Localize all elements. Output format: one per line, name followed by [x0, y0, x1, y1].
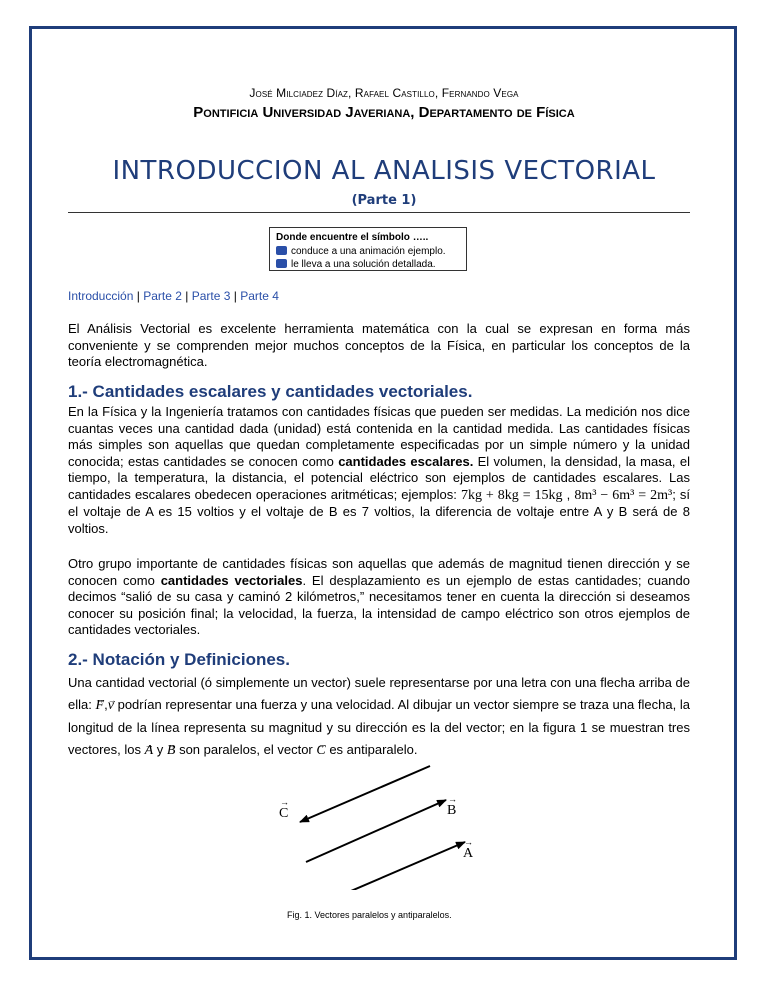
s1p2-bold: cantidades vectoriales — [160, 572, 303, 588]
equation-mass: 7kg + 8kg = 15kg — [460, 487, 563, 503]
section-1-paragraph-2 — [68, 556, 690, 639]
s1p1-text-c: ; sí el voltaje de A es 15 voltios y el voltaje de B es 7 voltios, la diferencia de voltaje entre A y B será de 8 voltios. — [68, 486, 690, 536]
vector-b: → B — [167, 743, 176, 758]
vector-b-label: → B — [447, 803, 456, 819]
legend-line-2 — [276, 245, 460, 259]
section-2-heading: 2.- Notación y Definiciones. — [68, 650, 290, 669]
legend-line-3 — [276, 258, 460, 272]
nav-link-part-2[interactable]: Parte 2 — [143, 289, 182, 303]
s2p1-text-c: son paralelos, el vector — [175, 742, 317, 757]
vector-c-label: → C — [279, 806, 288, 822]
part-navigation — [68, 289, 279, 303]
s2p1-text-a: Una cantidad vectorial (ó simplemente un vector) suele representarse por una letra con una flecha arriba de ella: — [68, 675, 690, 712]
vector-a-label: → A — [463, 846, 473, 862]
vector-c: → C — [316, 743, 325, 758]
legend-line-2-text: conduce a una animación ejemplo. — [291, 245, 446, 257]
university: Pontificia Universidad Javeriana, Departamento de Física — [193, 104, 575, 121]
vector-c-arrow — [300, 766, 430, 822]
s1p1-bold: cantidades escalares. — [338, 453, 474, 469]
title-divider — [68, 212, 690, 213]
nav-separator: | — [136, 289, 140, 303]
s2p1-and: y — [153, 742, 167, 757]
s1p1-text-a: En la Física y la Ingeniería tratamos con cantidades físicas que pueden ser medidas. La medición nos dice cuantas veces una cantidad dada (unidad) está contenida en la cantidad medida. Las cantidades físicas más simples son aquellas que quedan completamente especificadas por un simple número y la unidad conocida; estas cantidades se conocen como — [68, 404, 690, 469]
document-title: INTRODUCCION AL ANALISIS VECTORIAL — [112, 156, 656, 186]
s1p2-text-a: Otro grupo importante de cantidades físicas son aquellas que además de magnitud tienen dirección y se conocen como — [68, 556, 690, 588]
legend-line-1: Donde encuentre el símbolo ….. — [276, 232, 429, 243]
symbol-legend — [269, 227, 467, 271]
section-1-paragraph-1 — [68, 404, 690, 537]
section-2-paragraph-1 — [68, 672, 690, 762]
animation-icon[interactable] — [276, 246, 287, 255]
figure-1-vectors — [270, 760, 510, 890]
s1p1-text-b: El volumen, la densidad, la masa, el tiempo, la temperatura, la distancia, el potencial eléctrico son ejemplos de cantidades escalares. Las cantidades escalares obedecen operaciones aritméticas; ejemplos: — [68, 453, 690, 502]
nav-link-intro[interactable]: Introducción — [68, 289, 134, 303]
s2p1-comma: , — [104, 697, 108, 712]
legend-line-3-text: le lleva a una solución detallada. — [291, 259, 436, 270]
nav-link-part-3[interactable]: Parte 3 — [191, 289, 231, 303]
authors: José Milciadez Díaz, Rafael Castillo, Fernando Vega — [249, 86, 519, 100]
vector-f: → F — [96, 698, 105, 713]
section-1-heading: 1.- Cantidades escalares y cantidades vectoriales. — [68, 382, 473, 401]
s1p2-text-b: . El desplazamiento es un ejemplo de estas cantidades; cuando decimos “salió de su casa y caminó 2 kilómetros,” necesitamos tener en cuenta la dirección si deseamos conocer su posición final; la velocidad, la fuerza, la intensidad de campo eléctrico son otros ejemplos de cantidades vectoriales. — [68, 572, 690, 637]
nav-link-part-4[interactable]: Parte 4 — [240, 289, 279, 303]
vector-a: → A — [145, 743, 154, 758]
intro-paragraph: El Análisis Vectorial es excelente herramienta matemática con la cual se expresan en forma más conveniente y se comprenden mejor muchos conceptos de la Física, en particular los conceptos de la teoría electromagnética. — [68, 321, 690, 369]
solution-icon[interactable] — [276, 259, 287, 268]
s2p1-text-d: es antiparalelo. — [325, 742, 418, 757]
nav-separator: | — [185, 289, 189, 303]
vector-a-arrow — [330, 842, 465, 890]
document-subtitle: (Parte 1) — [351, 193, 417, 208]
nav-separator: | — [233, 289, 237, 303]
figure-caption: Fig. 1. Vectores paralelos y antiparalelos. — [287, 910, 452, 920]
s2p1-text-b: podrían representar una fuerza y una velocidad. Al dibujar un vector siempre se traza una flecha, la longitud de la línea representa su magnitud y su dirección es la del vector; en la figura 1 se muestran tres vectores, los — [68, 697, 690, 757]
vector-v: → v — [108, 698, 114, 713]
eq-separator: , — [562, 486, 575, 502]
equation-volume: 8m³ − 6m³ = 2m³ — [574, 487, 673, 503]
